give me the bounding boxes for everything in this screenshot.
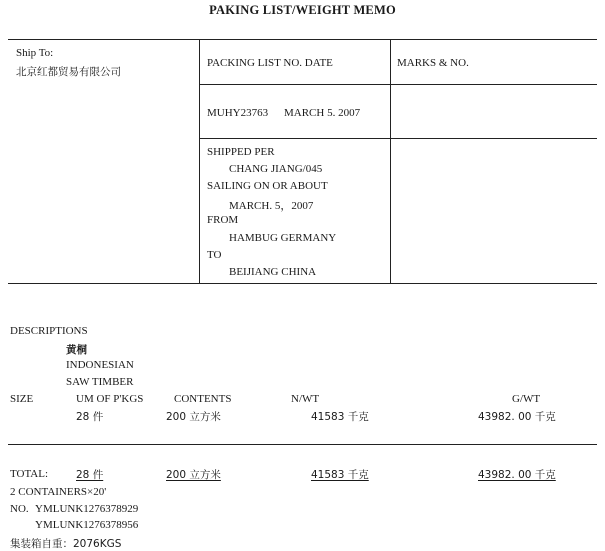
row-packages: 28 件 bbox=[76, 411, 104, 423]
row-contents: 200 立方米 bbox=[166, 411, 221, 423]
sailing-label: SAILING ON OR ABOUT bbox=[207, 180, 328, 192]
left-column-divider bbox=[199, 39, 200, 283]
contents-column-header: CONTENTS bbox=[174, 393, 232, 405]
um-pkgs-column-header: UM OF P'KGS bbox=[76, 393, 144, 405]
to-label: TO bbox=[207, 249, 222, 261]
container-tare-weight: 集装箱自重：2076KGS bbox=[10, 538, 122, 550]
total-net-weight: 41583 千克 bbox=[311, 469, 369, 481]
ship-to-company: 北京红都贸易有限公司 bbox=[16, 66, 121, 78]
date-row-divider bbox=[199, 138, 597, 139]
total-packages: 28 件 bbox=[76, 469, 104, 481]
nwt-column-header: N/WT bbox=[291, 393, 320, 405]
gwt-column-header: G/WT bbox=[512, 393, 541, 405]
size-column-header: SIZE bbox=[10, 393, 34, 405]
document-title: PAKING LIST/WEIGHT MEMO bbox=[209, 3, 396, 17]
table-bottom-border bbox=[8, 283, 597, 284]
goods-chinese-name: 黄桐 bbox=[66, 344, 87, 356]
row-net-weight: 41583 千克 bbox=[311, 411, 369, 423]
goods-type: SAW TIMBER bbox=[66, 376, 134, 388]
total-contents: 200 立方米 bbox=[166, 469, 221, 481]
container-number-2: YMLUNK1276378956 bbox=[35, 519, 139, 531]
goods-origin: INDONESIAN bbox=[66, 359, 134, 371]
header-row-divider bbox=[199, 84, 597, 85]
total-label: TOTAL: bbox=[10, 468, 49, 480]
from-label: FROM bbox=[207, 214, 239, 226]
from-port: HAMBUG GERMANY bbox=[229, 232, 337, 244]
descriptions-label: DESCRIPTIONS bbox=[10, 325, 88, 337]
totals-separator bbox=[8, 444, 597, 445]
vessel-name: CHANG JIANG/045 bbox=[229, 163, 323, 175]
packing-list-label: PACKING LIST NO. DATE bbox=[207, 57, 333, 69]
packing-list-date: MARCH 5. 2007 bbox=[284, 107, 361, 119]
container-count: 2 CONTAINERS×20' bbox=[10, 486, 107, 498]
marks-label: MARKS & NO. bbox=[397, 57, 469, 69]
table-top-border bbox=[8, 39, 597, 40]
to-port: BEIJIANG CHINA bbox=[229, 266, 317, 278]
row-gross-weight: 43982. 00 千克 bbox=[478, 411, 556, 423]
container-number-1: YMLUNK1276378929 bbox=[35, 503, 139, 515]
sailing-date: MARCH. 5，2007 bbox=[229, 200, 314, 212]
packing-list-number: MUHY23763 bbox=[207, 107, 269, 119]
total-gross-weight: 43982. 00 千克 bbox=[478, 469, 556, 481]
ship-to-label: Ship To: bbox=[16, 47, 54, 59]
shipped-per-label: SHIPPED PER bbox=[207, 146, 275, 158]
marks-column-divider bbox=[390, 39, 391, 283]
container-no-label: NO. bbox=[10, 503, 29, 515]
